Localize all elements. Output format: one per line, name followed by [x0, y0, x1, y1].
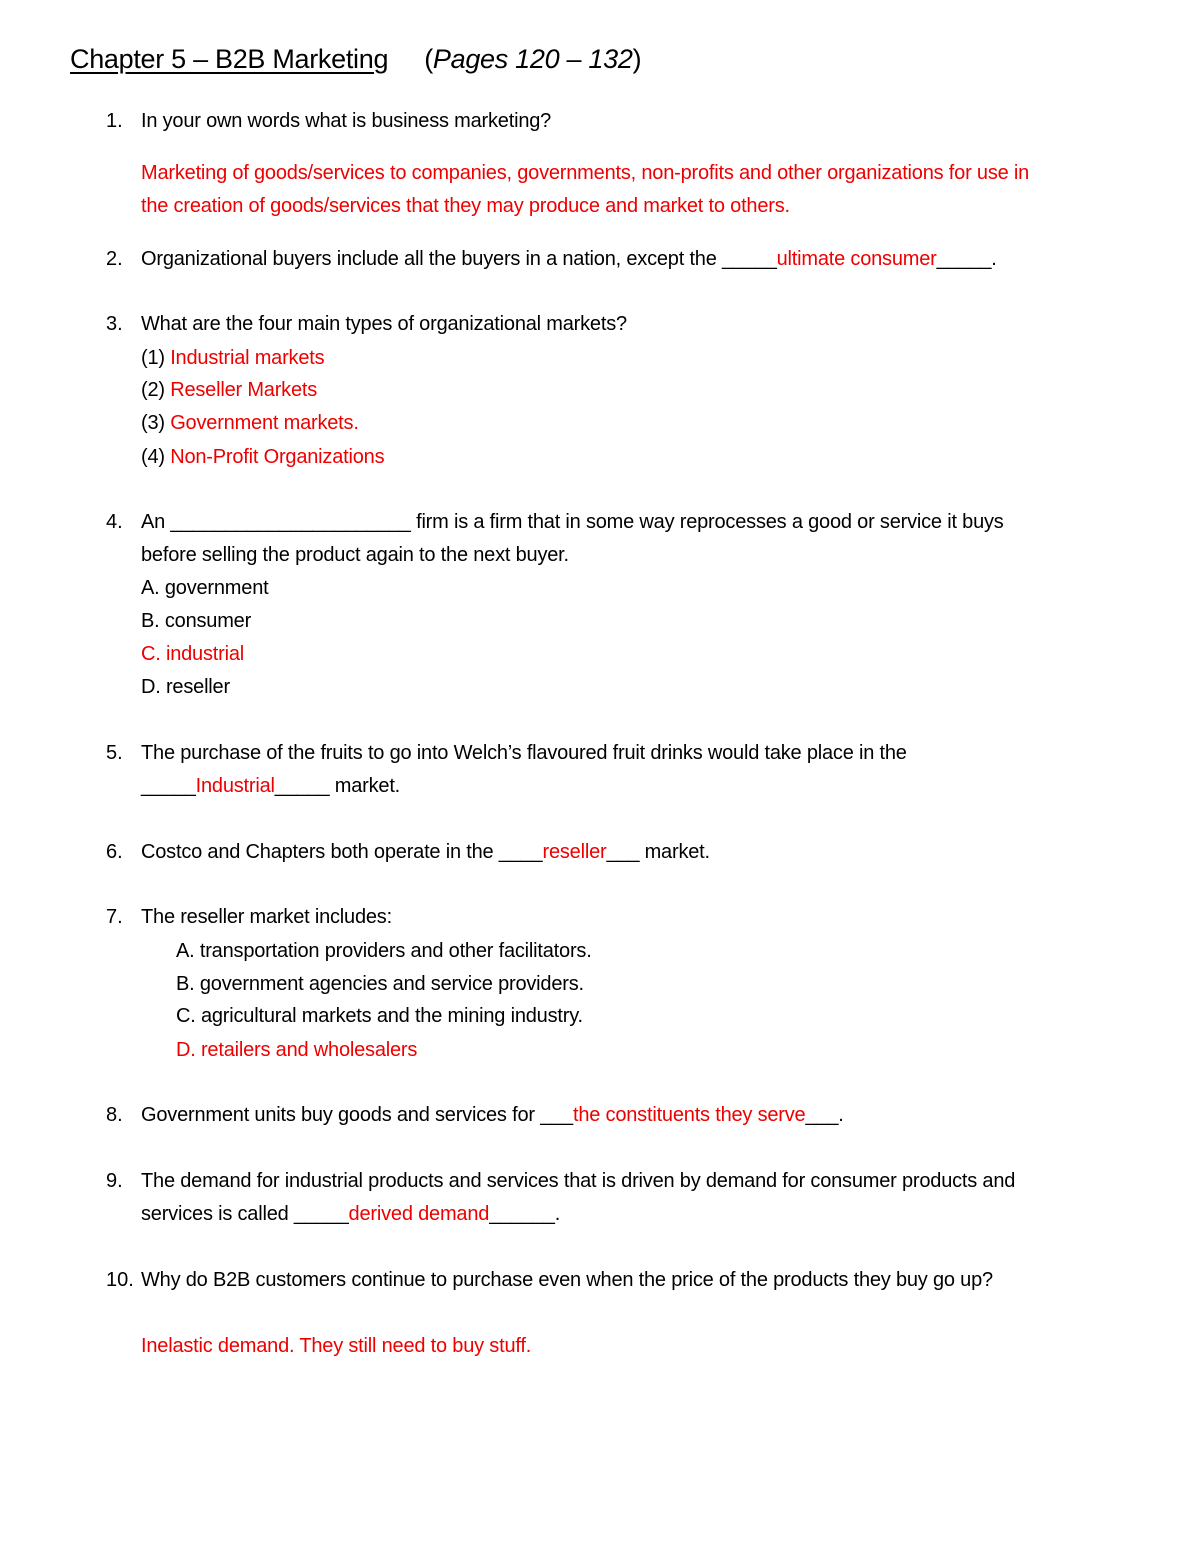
question-1-answer-line-2: the creation of goods/services that they may produce and market to others.: [141, 195, 790, 217]
question-2-answer: ultimate consumer: [776, 248, 937, 270]
question-5-answer: Industrial: [195, 775, 275, 797]
question-3-item-1: (1) Industrial markets: [141, 347, 325, 369]
question-7-option-b: B. government agencies and service providers.: [176, 973, 584, 995]
question-3-text: What are the four main types of organizational markets?: [141, 313, 627, 335]
question-6-answer: reseller: [542, 841, 607, 863]
question-5-line-1: The purchase of the fruits to go into Welch’s flavoured fruit drinks would take place in the: [141, 742, 907, 764]
question-3-item-4: (4) Non-Profit Organizations: [141, 446, 385, 468]
question-2-text: Organizational buyers include all the buyers in a nation, except the _____ultimate consumer_____.: [141, 248, 997, 270]
chapter-title: Chapter 5 – B2B Marketing: [70, 44, 389, 74]
question-1-number: 1.: [106, 110, 123, 132]
question-7-number: 7.: [106, 906, 123, 928]
question-9-answer: derived demand: [348, 1203, 490, 1225]
page-range: (Pages 120 – 132): [424, 44, 642, 74]
question-6-text: Costco and Chapters both operate in the ____reseller___ market.: [141, 841, 710, 863]
question-9-number: 9.: [106, 1170, 123, 1192]
question-4-option-a: A. government: [141, 577, 269, 599]
question-3-item-2: (2) Reseller Markets: [141, 379, 318, 401]
question-9-line-2: services is called _____derived demand______.: [141, 1203, 561, 1225]
question-7-option-d: D. retailers and wholesalers: [176, 1039, 418, 1061]
question-7-option-a: A. transportation providers and other facilitators.: [176, 940, 592, 962]
question-4-number: 4.: [106, 511, 123, 533]
question-4-line-1: An ______________________ firm is a firm that in some way reprocesses a good or service it buys: [141, 511, 1004, 533]
question-5-number: 5.: [106, 742, 123, 764]
question-7-text: The reseller market includes:: [141, 906, 392, 928]
question-3-item-3: (3) Government markets.: [141, 412, 359, 434]
question-5-line-2: _____Industrial_____ market.: [141, 775, 401, 797]
question-10-number: 10.: [106, 1269, 134, 1291]
question-2-number: 2.: [106, 248, 123, 270]
question-4-option-d: D. reseller: [141, 676, 230, 698]
page-title: [70, 44, 641, 75]
question-3-number: 3.: [106, 313, 123, 335]
question-7-option-c: C. agricultural markets and the mining industry.: [176, 1005, 583, 1027]
question-8-text: Government units buy goods and services for ___the constituents they serve___.: [141, 1104, 844, 1126]
question-6-number: 6.: [106, 841, 123, 863]
question-1-answer-line-1: Marketing of goods/services to companies, governments, non-profits and other organizations for use in: [141, 162, 1030, 184]
question-10-text: Why do B2B customers continue to purchase even when the price of the products they buy go up?: [141, 1269, 993, 1291]
question-8-answer: the constituents they serve: [572, 1104, 806, 1126]
question-4-line-2: before selling the product again to the next buyer.: [141, 544, 569, 566]
question-4-option-b: B. consumer: [141, 610, 252, 632]
question-4-option-c: C. industrial: [141, 643, 244, 665]
question-1-text: In your own words what is business marketing?: [141, 110, 552, 132]
question-8-number: 8.: [106, 1104, 123, 1126]
question-10-answer: Inelastic demand. They still need to buy stuff.: [141, 1335, 532, 1357]
question-9-line-1: The demand for industrial products and services that is driven by demand for consumer products and: [141, 1170, 1016, 1192]
